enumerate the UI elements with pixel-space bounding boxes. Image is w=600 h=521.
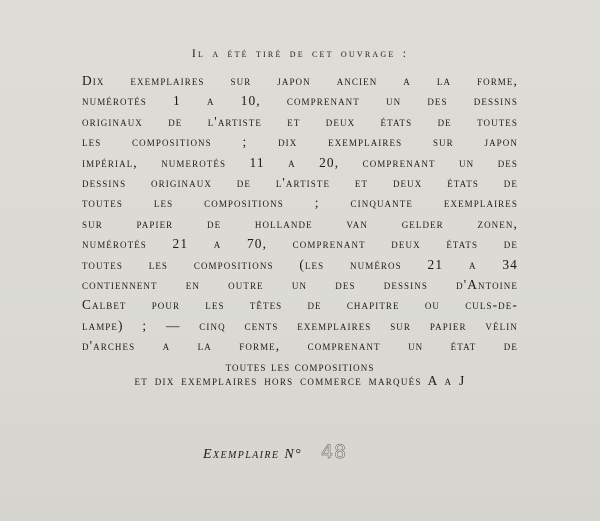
colophon-word: forme, <box>239 338 281 354</box>
colophon-line <box>82 132 518 152</box>
colophon-word: numérotés <box>82 236 147 252</box>
colophon-word: têtes <box>249 297 283 313</box>
colophon-word: a <box>213 236 222 252</box>
colophon-line <box>82 295 518 315</box>
colophon-word: d'Antoine <box>456 277 518 293</box>
colophon-word: la <box>436 73 452 88</box>
colophon-line <box>82 173 518 193</box>
colophon-word: ou <box>424 297 441 313</box>
colophon-word: a <box>162 338 171 354</box>
colophon-word: originaux <box>151 175 212 191</box>
colophon-word: hollande <box>254 215 313 231</box>
colophon-word: de <box>307 297 322 313</box>
colophon-word: sur <box>432 134 454 150</box>
colophon-word: de <box>503 338 518 354</box>
colophon-word: 70, <box>246 236 268 252</box>
colophon-word: Calbet <box>82 297 127 313</box>
colophon-word: 1 <box>173 93 181 109</box>
colophon-word: a <box>468 256 477 272</box>
colophon-word: comprenant <box>292 236 366 252</box>
colophon-word: numéros <box>350 256 402 272</box>
colophon-word: toutes <box>477 113 518 129</box>
colophon-word: 34 <box>502 256 518 272</box>
colophon-word: la <box>197 338 212 354</box>
colophon-word: un <box>291 277 308 293</box>
colophon-word: d'arches <box>82 338 136 354</box>
colophon-word: deux <box>325 113 356 129</box>
colophon-line <box>82 275 518 295</box>
colophon-word: comprenant <box>307 338 381 354</box>
colophon-line <box>82 193 518 213</box>
colophon-word: culs-de- <box>465 297 518 313</box>
colophon-word: dessins <box>383 277 428 293</box>
colophon-word: numérotés <box>82 93 147 109</box>
colophon-word: un <box>459 154 475 170</box>
colophon-word: de <box>437 113 452 129</box>
colophon-word: états <box>446 236 479 252</box>
colophon-word: exemplaires <box>443 195 518 211</box>
colophon-word: de <box>206 215 222 231</box>
colophon-intro: Il a été tiré de cet ouvrage : <box>191 46 409 60</box>
colophon-word: 21 <box>172 236 189 252</box>
colophon-word: de <box>503 175 518 191</box>
colophon-word: a <box>206 93 215 109</box>
colophon-word: un <box>386 93 402 109</box>
hors-commerce-note: et dix exemplaires hors commerce marqués A a J <box>134 373 466 388</box>
colophon-word: deux <box>392 175 423 191</box>
colophon-word: cents <box>244 317 279 333</box>
colophon-word: sur <box>390 317 412 333</box>
colophon-word: l'artiste <box>207 113 262 129</box>
colophon-word: 11 <box>249 154 265 170</box>
colophon-word: dix <box>278 134 298 150</box>
colophon-word: ; <box>142 317 148 333</box>
colophon-word: forme, <box>477 73 518 88</box>
colophon-line <box>82 214 518 234</box>
colophon-word: en <box>185 277 200 293</box>
colophon-word: japon <box>277 73 311 88</box>
colophon-word: papier <box>136 215 174 231</box>
colophon-word: originaux <box>82 113 143 129</box>
exemplaire-label-row <box>203 441 347 463</box>
colophon-word: des <box>497 154 518 170</box>
colophon-word: 21 <box>427 256 444 272</box>
colophon-word: 20, <box>319 154 340 170</box>
colophon-line <box>82 336 518 356</box>
colophon-word: états <box>380 113 413 129</box>
colophon-word: de <box>168 113 183 129</box>
colophon-word: comprenant <box>362 154 436 170</box>
colophon-word: comprenant <box>286 93 360 109</box>
colophon-word: lampe) <box>82 317 124 333</box>
colophon-word: impérial, <box>82 154 138 170</box>
colophon-word: et <box>287 113 301 129</box>
colophon-word: Dix <box>82 73 105 88</box>
colophon-word: — <box>165 317 181 333</box>
colophon-word: outre <box>228 277 264 293</box>
colophon-word: de <box>503 236 518 252</box>
colophon-word: numerotés <box>161 154 227 170</box>
colophon-word: japon <box>484 134 518 150</box>
colophon-word: toutes <box>82 256 123 272</box>
colophon-word: compositions <box>204 195 284 211</box>
colophon-word: des <box>335 277 356 293</box>
colophon-word: contiennent <box>82 277 158 293</box>
colophon-word: sur <box>230 73 252 88</box>
colophon-word: des <box>427 93 448 109</box>
colophon-word: van <box>346 215 368 231</box>
colophon-word: chapitre <box>346 297 400 313</box>
colophon-word: deux <box>391 236 421 252</box>
colophon-word: exemplaires <box>130 73 205 88</box>
colophon-line <box>82 71 518 91</box>
colophon-word: les <box>148 256 169 272</box>
colophon-word: état <box>450 338 477 354</box>
colophon-line <box>82 153 518 173</box>
colophon-word: ; <box>242 134 248 150</box>
colophon-word: les <box>153 195 174 211</box>
colophon-word: états <box>447 175 479 191</box>
colophon-word: l'artiste <box>275 175 331 191</box>
colophon-word: et <box>354 175 369 191</box>
colophon-word: exemplaires <box>297 317 372 333</box>
colophon-word: ; <box>314 195 320 211</box>
colophon-line <box>82 255 518 275</box>
colophon-word: a <box>288 154 296 170</box>
colophon-word: les <box>82 134 102 150</box>
colophon-word: ancien <box>336 73 378 88</box>
colophon-word: pour <box>151 297 181 313</box>
colophon-word: un <box>408 338 424 354</box>
colophon-word: toutes <box>82 195 123 211</box>
colophon-word: (les <box>299 256 325 272</box>
colophon-word: sur <box>82 215 103 231</box>
colophon-word: de <box>236 175 251 191</box>
colophon-line-last: toutes les compositions <box>225 358 375 374</box>
colophon-word: papier <box>429 317 467 333</box>
exemplaire-label: Exemplaire N° <box>203 447 303 462</box>
colophon-word: a <box>403 73 411 88</box>
colophon-word: compositions <box>132 134 212 150</box>
colophon-line <box>82 316 518 336</box>
colophon-word: les <box>205 297 225 313</box>
colophon-word: vélin <box>485 317 518 333</box>
colophon-line <box>82 112 518 132</box>
colophon-word: cinquante <box>350 195 413 211</box>
colophon-word: gelder <box>401 215 444 231</box>
colophon-word: zonen, <box>477 215 518 231</box>
colophon-word: 10, <box>240 93 261 109</box>
colophon-line <box>82 91 518 111</box>
colophon-word: dessins <box>473 93 518 109</box>
colophon-body <box>82 71 518 377</box>
colophon-word: dessins <box>82 175 127 191</box>
colophon-line <box>82 234 518 254</box>
exemplaire-number-stamp: 48 <box>320 441 348 463</box>
colophon-word: exemplaires <box>328 134 403 150</box>
colophon-word: cinq <box>199 317 226 333</box>
colophon-word: compositions <box>193 256 274 272</box>
